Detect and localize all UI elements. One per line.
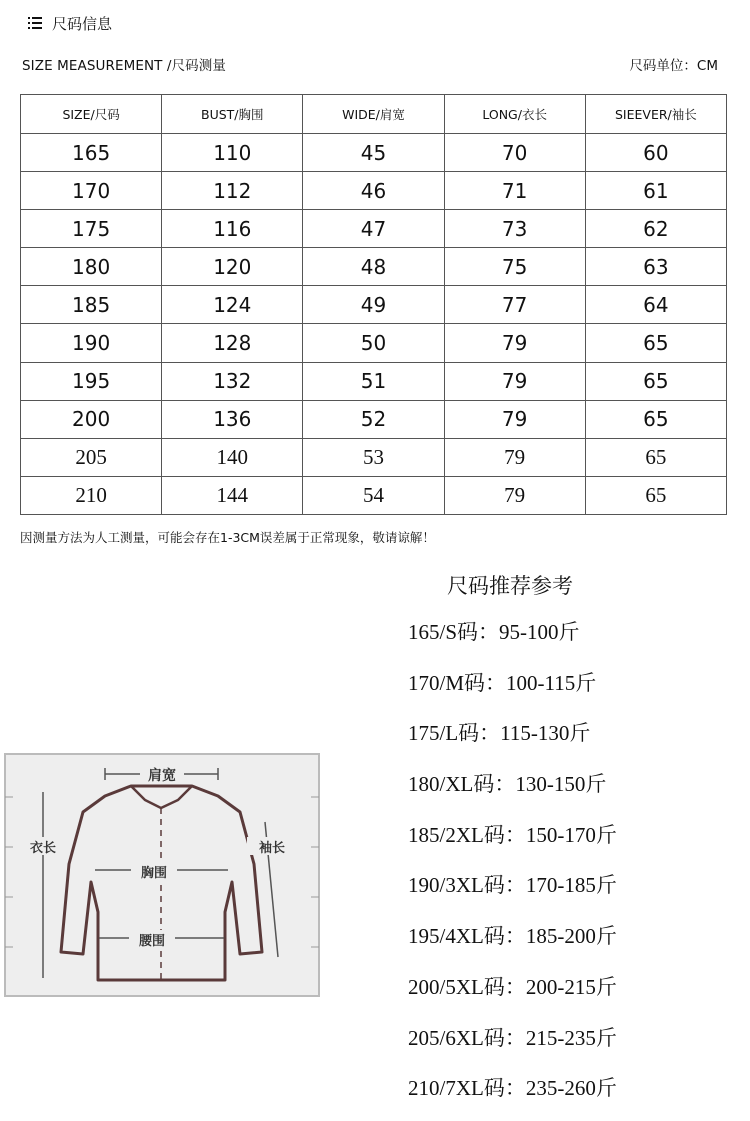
list-item: 190/3XL码：170-185斤 [408,873,617,898]
list-item: 210/7XL码：235-260斤 [408,1076,617,1101]
table-cell: 79 [444,324,585,362]
table-row [21,324,727,362]
recommendation-title: 尺码推荐参考 [447,574,573,598]
table-cell: 50 [303,324,444,362]
table-cell: 49 [303,286,444,324]
list-item: 175/L码：115-130斤 [408,721,591,746]
list-item: 165/S码：95-100斤 [408,620,580,644]
table-cell: 48 [303,248,444,286]
table-cell: 124 [162,286,303,324]
table-cell: 165 [21,134,162,172]
measurement-note: 因测量方法为人工测量，可能会存在1-3CM误差属于正常现象，敬请谅解！ [20,530,435,545]
table-cell: 77 [444,286,585,324]
table-row [21,134,727,172]
list-icon [28,17,42,29]
table-row [21,362,727,400]
list-item: 180/XL码：130-150斤 [408,772,607,797]
table-cell: 79 [444,476,585,514]
table-cell: 51 [303,362,444,400]
table-cell: 71 [444,172,585,210]
list-item: 195/4XL码：185-200斤 [408,924,617,949]
size-table [20,94,727,515]
table-cell: 65 [585,438,726,476]
table-cell: 185 [21,286,162,324]
column-header-bust: BUST/胸围 [162,95,303,134]
table-cell: 132 [162,362,303,400]
table-cell: 195 [21,362,162,400]
table-cell: 60 [585,134,726,172]
table-cell: 190 [21,324,162,362]
table-cell: 45 [303,134,444,172]
column-header-size: SIZE/尺码 [21,95,162,134]
table-cell: 62 [585,210,726,248]
table-cell: 63 [585,248,726,286]
table-cell: 116 [162,210,303,248]
table-cell: 75 [444,248,585,286]
length-label: 衣长 [29,841,57,856]
unit-label: 尺码单位：CM [629,58,718,74]
table-row [21,438,727,476]
waist-label: 腰围 [138,934,166,949]
table-cell: 79 [444,438,585,476]
table-row [21,172,727,210]
table-cell: 205 [21,438,162,476]
table-cell: 200 [21,400,162,438]
list-item: 205/6XL码：215-235斤 [408,1025,617,1050]
table-cell: 120 [162,248,303,286]
shoulder-label: 肩宽 [148,768,176,784]
table-cell: 65 [585,476,726,514]
table-cell: 210 [21,476,162,514]
table-row [21,210,727,248]
list-item: 185/2XL码：150-170斤 [408,822,617,847]
table-row [21,400,727,438]
table-row [21,286,727,324]
table-cell: 79 [444,400,585,438]
table-cell: 175 [21,210,162,248]
table-cell: 53 [303,438,444,476]
measurement-subtitle: SIZE MEASUREMENT /尺码测量 [22,58,226,74]
column-header-sleeve: SIEEVER/袖长 [585,95,726,134]
table-row [21,248,727,286]
list-item: 170/M码：100-115斤 [408,670,597,695]
table-cell: 140 [162,438,303,476]
section-header [28,10,112,36]
table-cell: 65 [585,400,726,438]
table-cell: 128 [162,324,303,362]
section-title: 尺码信息 [52,14,113,33]
garment-measurement-diagram [3,752,321,998]
table-cell: 112 [162,172,303,210]
table-cell: 64 [585,286,726,324]
column-header-wide: WIDE/肩宽 [303,95,444,134]
list-item: 200/5XL码：200-215斤 [408,974,617,999]
table-cell: 61 [585,172,726,210]
table-cell: 54 [303,476,444,514]
table-cell: 79 [444,362,585,400]
table-cell: 136 [162,400,303,438]
table-cell: 144 [162,476,303,514]
table-cell: 46 [303,172,444,210]
table-cell: 110 [162,134,303,172]
table-cell: 47 [303,210,444,248]
table-cell: 70 [444,134,585,172]
table-header-row [21,95,727,134]
column-header-long: LONG/衣长 [444,95,585,134]
table-cell: 52 [303,400,444,438]
table-cell: 65 [585,324,726,362]
table-cell: 170 [21,172,162,210]
table-cell: 65 [585,362,726,400]
recommendation-list [408,614,617,1121]
table-cell: 73 [444,210,585,248]
sleeve-label: 袖长 [258,841,286,856]
table-row [21,476,727,514]
chest-label: 胸围 [140,866,168,881]
table-cell: 180 [21,248,162,286]
